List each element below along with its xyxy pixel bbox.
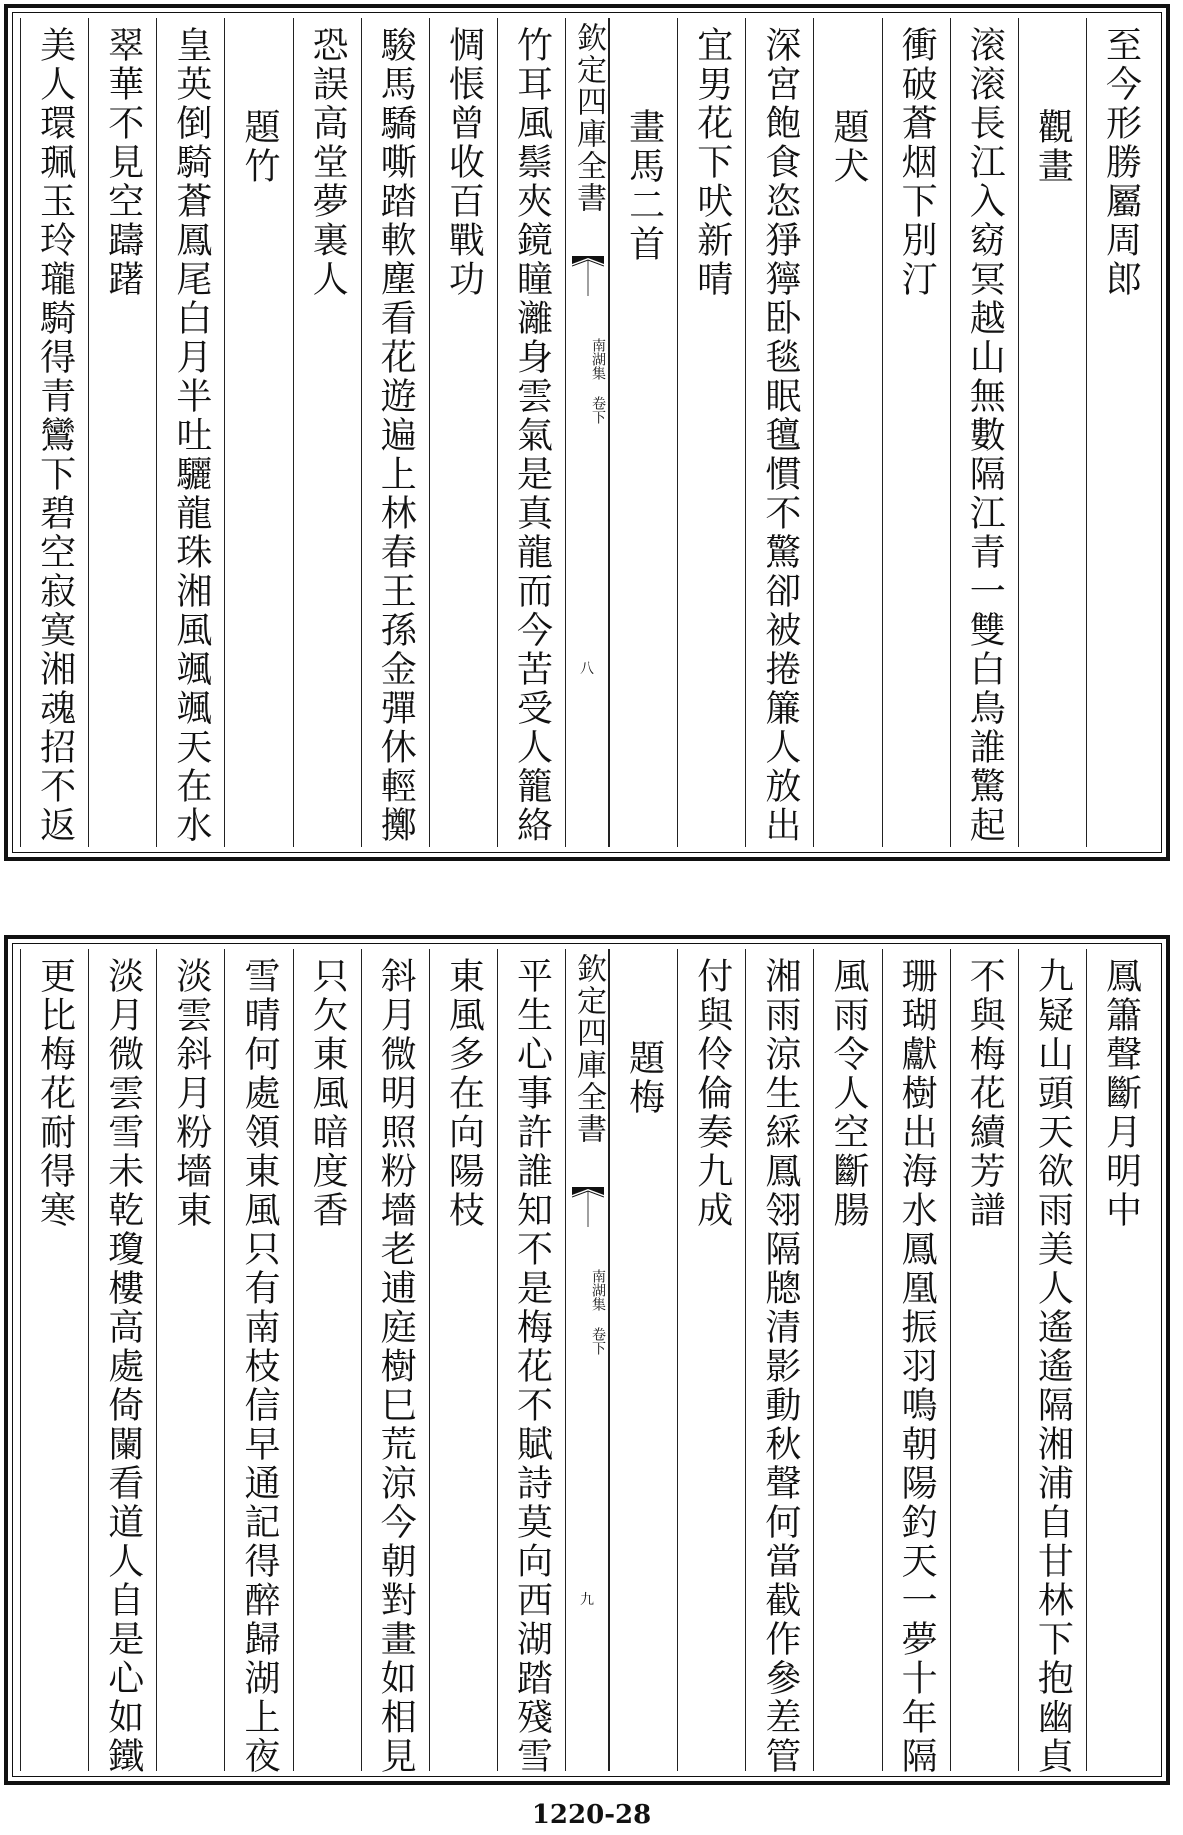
verse-line: 駿馬驕嘶踏軟塵看花遊遍上林春王孫金彈休輕擲	[375, 26, 417, 845]
text-column	[745, 949, 813, 1776]
text-column	[20, 18, 88, 847]
text-column	[88, 949, 156, 1776]
text-column	[1086, 949, 1154, 1771]
verse-line: 斜月微明照粉墻老逋庭樹巳荒涼今朝對畫如相見	[375, 957, 417, 1776]
verse-line: 東風多在向陽枝	[443, 957, 485, 1230]
verse-line: 皇英倒騎蒼鳳尾白月半吐驪龍珠湘風颯颯天在水	[170, 26, 212, 845]
text-column	[1018, 949, 1086, 1776]
text-column	[156, 18, 224, 847]
text-column	[1018, 18, 1086, 847]
text-column	[882, 949, 950, 1776]
text-column	[813, 949, 881, 1771]
text-column	[361, 18, 429, 847]
verse-line: 更比梅花耐得寒	[34, 957, 76, 1230]
text-column	[497, 949, 565, 1776]
text-column	[20, 949, 88, 1771]
verse-line: 衝破蒼烟下別汀	[896, 26, 938, 299]
verse-line: 只欠東風暗度香	[307, 957, 349, 1230]
book-title: 南湖集 卷下	[590, 1269, 606, 1355]
verse-line: 滚滚長江入窈冥越山無數隔江青一雙白鳥誰驚起	[964, 26, 1006, 845]
verse-line: 淡月微雲雪未乾瓊樓高處倚闌看道人自是心如鐵	[102, 957, 144, 1776]
series-title: 欽定四庫全書	[571, 953, 606, 1145]
fish-tail-mark-icon	[572, 1187, 604, 1227]
text-column	[361, 949, 429, 1776]
verse-line: 惆悵曾收百戰功	[443, 26, 485, 299]
text-column	[745, 18, 813, 847]
verse-line: 恐誤高堂夢裏人	[307, 26, 349, 299]
book-title: 南湖集 卷下	[590, 338, 606, 424]
text-column	[429, 949, 497, 1771]
verse-line: 深宮飽食恣猙獰卧毯眠氊慣不驚卻被捲簾人放出	[759, 26, 801, 845]
text-column	[882, 18, 950, 847]
page-footer-number: 1220-28	[531, 1800, 652, 1830]
text-column	[677, 18, 745, 847]
verse-line: 風雨令人空斷腸	[827, 957, 869, 1230]
text-column	[609, 18, 677, 847]
text-column	[224, 18, 292, 847]
top-page	[4, 4, 1170, 861]
poem-title: 題竹	[238, 108, 280, 186]
verse-line: 鳳簫聲斷月明中	[1100, 957, 1142, 1230]
text-column	[813, 18, 881, 847]
verse-line: 翠華不見空躊躇	[102, 26, 144, 299]
poem-title: 畫馬二首	[623, 108, 665, 264]
verse-line: 淡雲斜月粉墻東	[170, 957, 212, 1230]
poem-title: 觀畫	[1032, 108, 1074, 186]
text-column	[224, 949, 292, 1776]
text-column	[609, 949, 677, 1771]
center-fold-margin	[565, 949, 609, 1771]
folio-number: 八	[580, 661, 594, 677]
verse-line: 美人環珮玉玲瓏騎得青鸞下碧空寂寞湘魂招不返	[34, 26, 76, 845]
verse-line: 不與梅花續芳譜	[964, 957, 1006, 1230]
verse-line: 至今形勝屬周郎	[1100, 26, 1142, 299]
verse-line: 九疑山頭天欲雨美人遙遙隔湘浦自甘林下抱幽貞	[1032, 957, 1074, 1776]
fish-tail-mark-icon	[572, 256, 604, 296]
text-column	[677, 949, 745, 1771]
text-column	[497, 18, 565, 847]
verse-line: 湘雨涼生綵鳳翎隔牕清影動秋聲何當截作參差管	[759, 957, 801, 1776]
text-column	[950, 949, 1018, 1771]
verse-line: 竹耳風鬃夾鏡瞳灕身雲氣是真龍而今苦受人籠絡	[511, 26, 553, 845]
text-column	[88, 18, 156, 847]
text-column	[429, 18, 497, 847]
verse-line: 平生心事許誰知不是梅花不賦詩莫向西湖踏殘雪	[511, 957, 553, 1776]
text-column	[156, 949, 224, 1771]
poem-title: 題梅	[623, 1039, 665, 1117]
center-fold-margin	[565, 18, 609, 847]
verse-line: 宜男花下吠新晴	[691, 26, 733, 299]
text-column	[293, 949, 361, 1771]
poem-title: 題犬	[827, 108, 869, 186]
verse-line: 雪晴何處領東風只有南枝信早通記得醉歸湖上夜	[238, 957, 280, 1776]
series-title: 欽定四庫全書	[571, 22, 606, 214]
verse-line: 珊瑚獻樹出海水鳳凰振羽鳴朝陽釣天一夢十年隔	[896, 957, 938, 1776]
text-column	[950, 18, 1018, 847]
verse-line: 付與伶倫奏九成	[691, 957, 733, 1230]
bottom-page	[4, 935, 1170, 1785]
folio-number: 九	[580, 1592, 594, 1608]
text-column	[1086, 18, 1154, 847]
text-column	[293, 18, 361, 847]
